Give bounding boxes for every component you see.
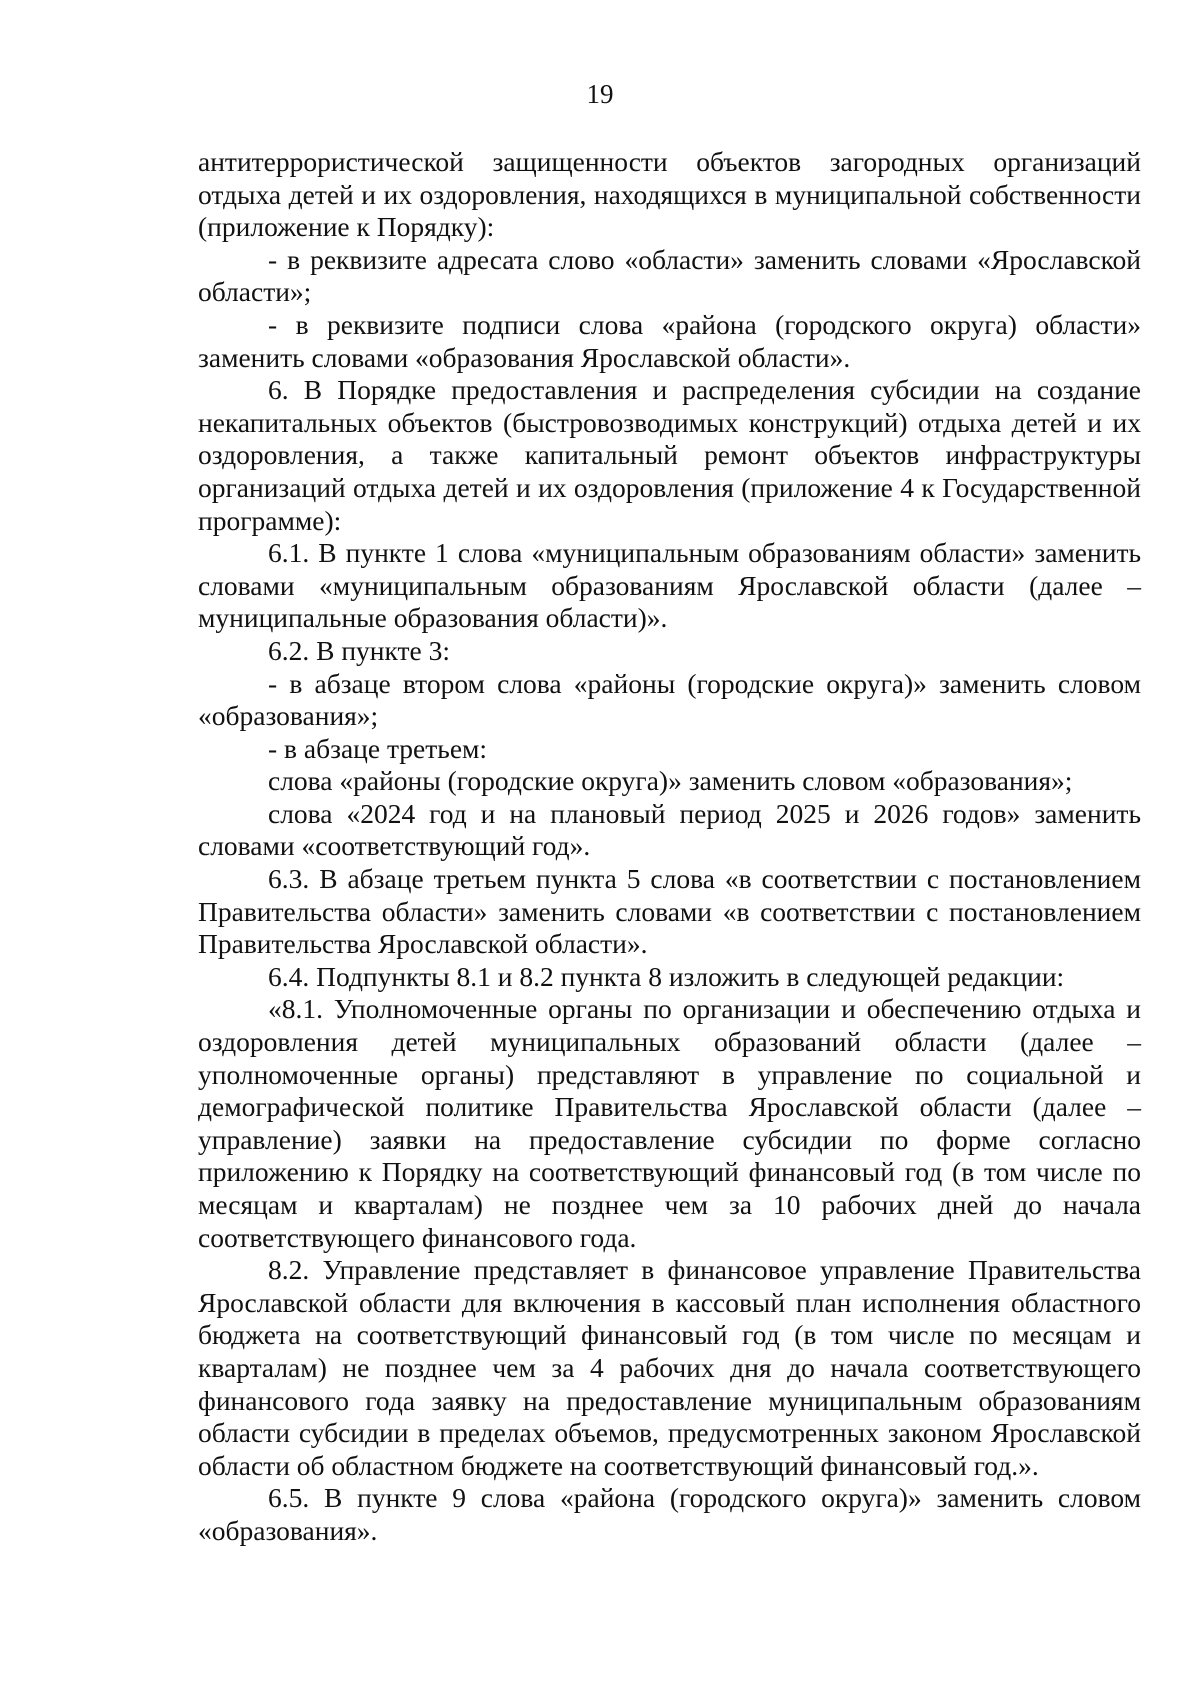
paragraph: 8.2. Управление представляет в финансовое управление Правительства Ярославской области для включения в кассовый план исполнения областного бюджета на соответствующий финансовый год (в том числе по месяцам и кварталам) не позднее чем за 4 рабочих дня до начала соответствующего финансового года заявку на предоставление муниципальным образованиям области субсидии в пределах объемов, предусмотренных законом Ярославской области об областном бюджете на соответствующий финансовый год.». xyxy=(198,1254,1141,1481)
paragraph: - в реквизите адресата слово «области» заменить словами «Ярославской области»; xyxy=(198,243,1141,308)
paragraph: антитеррористической защищенности объектов загородных организаций отдыха детей и их оздоровления, находящихся в муниципальной собственности (приложение к Порядку): xyxy=(198,146,1141,243)
paragraph: 6.5. В пункте 9 слова «района (городского округа)» заменить словом «образования». xyxy=(198,1482,1141,1546)
page-number: 19 xyxy=(586,79,614,109)
paragraph: 6. В Порядке предоставления и распределения субсидии на создание некапитальных объектов (быстровозводимых конструкций) отдыха детей и их оздоровления, а также капитальный ремонт объектов инфраструктуры организаций отдыха детей и их оздоровления (приложение 4 к Государственной программе): xyxy=(198,374,1141,536)
paragraph: «8.1. Уполномоченные органы по организации и обеспечению отдыха и оздоровления детей муниципальных образований области (далее – уполномоченные органы) представляют в управление по социальной и демографической политике Правительства Ярославской области (далее – управление) заявки на предоставление субсидии по форме согласно приложению к Порядку на соответствующий финансовый год (в том числе по месяцам и кварталам) не позднее чем за 10 рабочих дней до начала соответствующего финансового года. xyxy=(198,993,1141,1253)
paragraph: 6.2. В пункте 3: xyxy=(268,634,451,666)
paragraph: 6.4. Подпункты 8.1 и 8.2 пункта 8 изложить в следующей редакции: xyxy=(268,960,1065,992)
paragraph: - в реквизите подписи слова «района (городского округа) области» заменить словами «образования Ярославской области». xyxy=(198,308,1141,373)
paragraph: слова «2024 год и на плановый период 2025 и 2026 годов» заменить словами «соответствующий год». xyxy=(198,797,1141,862)
paragraph: - в абзаце третьем: xyxy=(268,732,488,764)
paragraph: слова «районы (городские округа)» заменить словом «образования»; xyxy=(268,765,1073,797)
paragraph: - в абзаце втором слова «районы (городские округа)» заменить словом «образования»; xyxy=(198,667,1141,732)
document-body xyxy=(198,146,1141,1548)
paragraph: 6.3. В абзаце третьем пункта 5 слова «в соответствии с постановлением Правительства области» заменить словами «в соответствии с постановлением Правительства Ярославской области». xyxy=(198,863,1141,960)
paragraph: 6.1. В пункте 1 слова «муниципальным образованиям области» заменить словами «муниципальным образованиям Ярославской области (далее – муниципальные образования области)». xyxy=(198,537,1141,634)
